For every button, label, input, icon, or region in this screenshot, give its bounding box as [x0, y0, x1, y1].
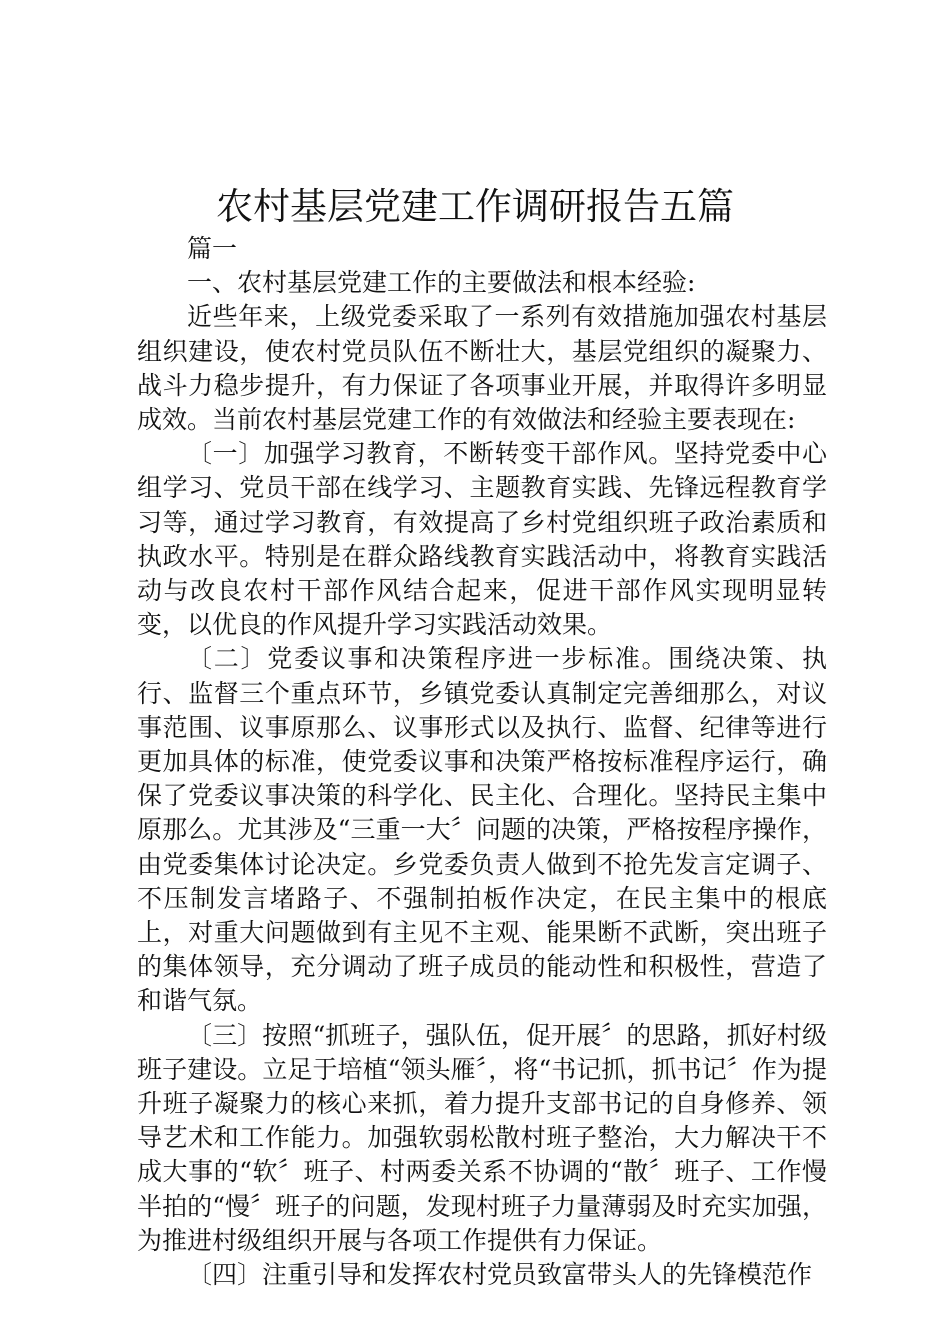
- document-title: 农村基层党建工作调研报告五篇: [216, 185, 734, 228]
- body-paragraph: 近些年来，上级党委采取了一系列有效措施加强农村基层组织建设，使农村党员队伍不断壮大，基层党组织的凝聚力、战斗力稳步提升，有力保证了各项事业开展，并取得许多明显成效。当前农村基层党建工作的有效做法和经验主要表现在:: [137, 302, 827, 435]
- body-paragraph: 〔三〕按照“抓班子，强队伍，促开展〞的思路，抓好村级班子建设。立足于培植“领头雁〞，将“书记抓，抓书记〞作为提升班子凝聚力的核心来抓，着力提升支部书记的自身修养、领导艺术和工作能力。加强软弱松散村班子整治，大力解决干不成大事的“软〞班子、村两委关系不协调的“散〞班子、工作慢半拍的“慢〞班子的问题，发现村班子力量薄弱及时充实加强，为推进村级组织开展与各项工作提供有力保证。: [137, 1020, 827, 1255]
- document-body: [137, 232, 827, 1292]
- section-heading: 篇一: [187, 234, 238, 263]
- body-paragraph: 〔四〕注重引导和发挥农村党员致富带头人的先锋模范作: [187, 1260, 813, 1290]
- body-paragraph: 〔二〕党委议事和决策程序进一步标准。围绕决策、执行、监督三个重点环节，乡镇党委认真制定完善细那么，对议事范围、议事原那么、议事形式以及执行、监督、纪律等进行更加具体的标准，使党委议事和决策严格按标准程序运行，确保了党委议事决策的科学化、民主化、合理化。坚持民主集中原那么。尤其涉及“三重一大〞问题的决策，严格按程序操作，由党委集体讨论决定。乡党委负责人做到不抢先发言定调子、不压制发言堵路子、不强制拍板作决定，在民主集中的根底上，对重大问题做到有主见不主观、能果断不武断，突出班子的集体领导，充分调动了班子成员的能动性和积极性，营造了和谐气氛。: [137, 644, 827, 1016]
- body-paragraph: 〔一〕加强学习教育，不断转变干部作风。坚持党委中心组学习、党员干部在线学习、主题教育实践、先锋远程教育学习等，通过学习教育，有效提高了乡村党组织班子政治素质和执政水平。特别是在群众路线教育实践活动中，将教育实践活动与改良农村干部作风结合起来，促进干部作风实现明显转变，以优良的作风提升学习实践活动效果。: [137, 439, 827, 640]
- subsection-heading: 一、农村基层党建工作的主要做法和根本经验:: [187, 268, 696, 298]
